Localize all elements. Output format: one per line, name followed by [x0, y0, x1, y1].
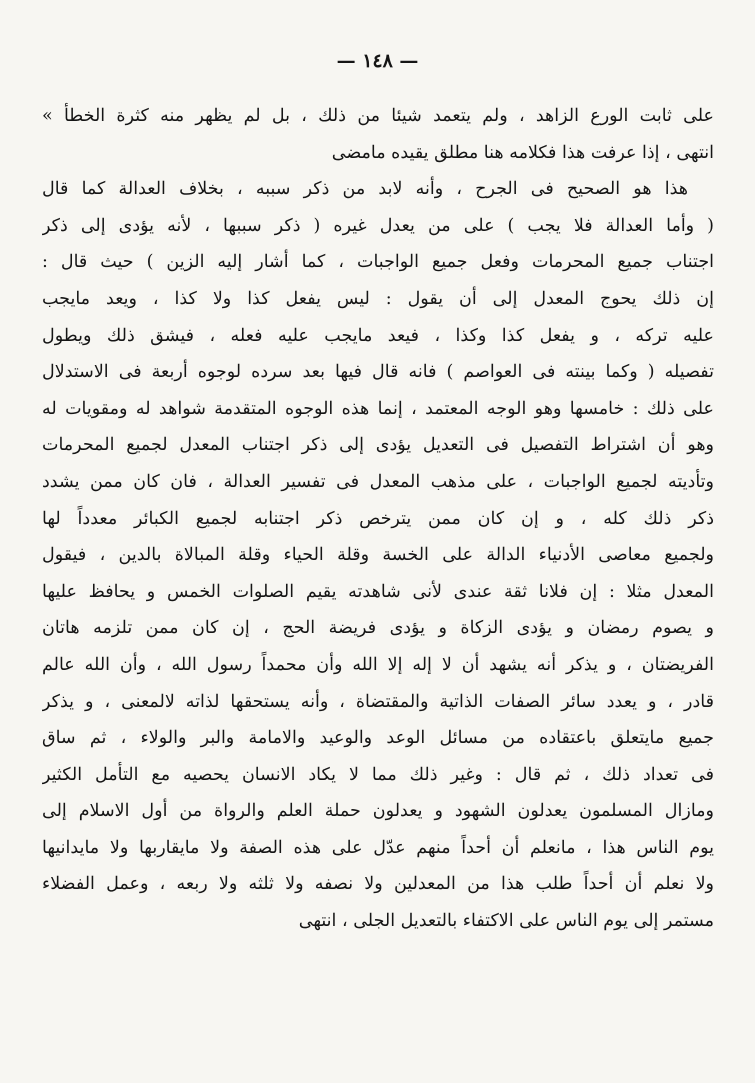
text-line: يوم الناس هذا ، مانعلم أن أحداً منهم عدّل على هذه الصفة ولا مايقاربها ولا مايدانيها — [42, 837, 714, 858]
text-line: إن ذلك يحوج المعدل إلى أن يقول : ليس يفعل كذا ولا كذا ، ويعد مايجب — [42, 288, 714, 309]
text-line: على ثابت الورع الزاهد ، ولم يتعمد شيئا من ذلك ، بل لم يظهر منه كثرة الخطأ » — [42, 106, 714, 126]
text-line: الفريضتان ، و يذكر أنه يشهد أن لا إله إلا الله وأن محمداً رسول الله ، وأن الله عالم — [42, 654, 714, 675]
text-line: ولا نعلم أن أحداً طلب هذا من المعدلين ولا نصفه ولا ثلثه ولا ربعه ، وعمل الفضلاء — [42, 874, 714, 895]
text-line: ومازال المسلمون يعدلون الشهود و يعدلون حملة العلم والرواة من أول الاسلام إلى — [42, 801, 714, 822]
text-line: فى تعداد ذلك ، ثم قال : وغير ذلك مما لا يكاد الانسان يحصيه مع التأمل الكثير — [42, 764, 714, 785]
text-line: ذكر ذلك كله ، و إن كان ممن يترخص ذكر اجتنابه لجميع الكبائر معدداً لها — [42, 508, 714, 529]
text-line: المعدل مثلا : إن فلانا ثقة عندى لأنى شاهدته يقيم الصلوات الخمس و يحافظ عليها — [42, 581, 714, 602]
text-line: عليه تركه ، و يفعل كذا وكذا ، فيعد مايجب عليه فعله ، فيشق ذلك ويطول — [42, 325, 714, 346]
text-line: على ذلك : خامسها وهو الوجه المعتمد ، إنما هذه الوجوه المتقدمة شواهد له ومقويات له — [42, 398, 714, 419]
text-line: و يصوم رمضان و يؤدى الزكاة و يؤدى فريضة الحج ، إن كان ممن تلزمه هاتان — [42, 618, 714, 639]
text-line: جميع مايتعلق باعتقاده من مسائل الوعد والوعيد والامامة والبر والولاء ، ثم ساق — [42, 728, 714, 749]
text-line: تفصيله ( وكما بينته فى العواصم ) فانه قال فيها بعد سرده لوجوه أربعة فى الاستدلال — [42, 362, 714, 383]
text-line: مستمر إلى يوم الناس على الاكتفاء بالتعديل الجلى ، انتهى — [298, 911, 714, 932]
text-line: قادر ، و يعدد سائر الصفات الذاتية والمقتضاة ، وأنه يستحقها لذاته لالمعنى ، و يذكر — [42, 691, 714, 712]
page-number: — ١٤٨ — — [336, 50, 419, 72]
text-line: اجتناب جميع المحرمات وفعل جميع الواجبات ، كما أشار إليه الزين ) حيث قال : — [42, 252, 714, 273]
text-line: وتأديته لجميع الواجبات ، على مذهب المعدل فى تفسير العدالة ، فان كان ممن يشدد — [42, 471, 714, 492]
text-line: ( وأما العدالة فلا يجب ) على من يعدل غيره ( ذكر سببها ، لأنه يؤدى إلى ذكر — [42, 215, 714, 236]
text-line: ولجميع معاصى الأدنياء الدالة على الخسة وقلة الحياء وقلة المبالاة بالدين ، فيقول — [42, 545, 714, 566]
text-line: انتهى ، إذا عرفت هذا فكلامه هنا مطلق يقيده مامضى — [331, 142, 714, 163]
text-line: هذا هو الصحيح فى الجرح ، وأنه لابد من ذكر سببه ، بخلاف العدالة كما قال — [42, 179, 688, 200]
text-line: وهو أن اشتراط التفصيل فى التعديل يؤدى إلى ذكر اجتناب المعدل لجميع المحرمات — [42, 435, 714, 456]
body-text — [42, 98, 714, 940]
